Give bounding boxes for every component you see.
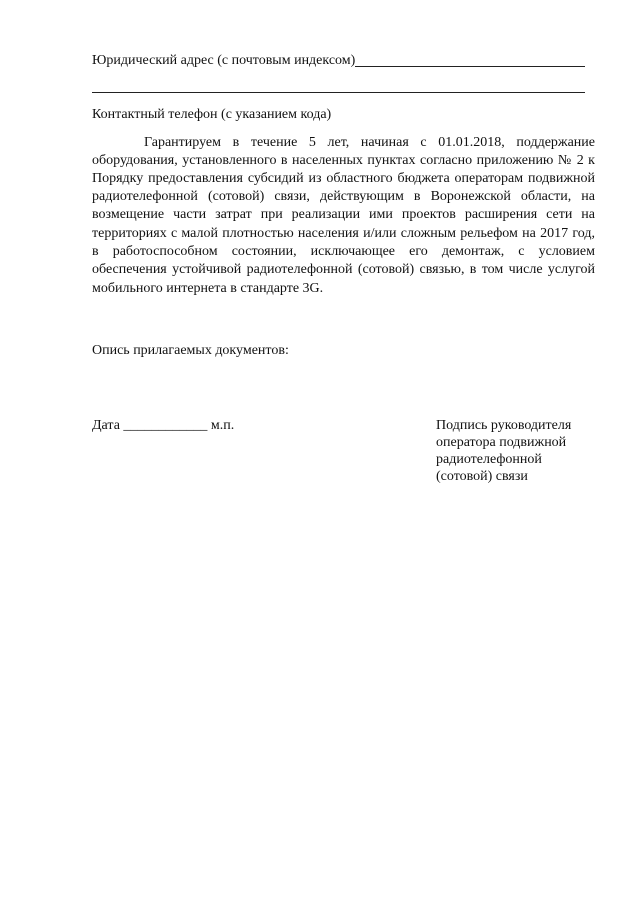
date-block <box>92 417 234 434</box>
legal-address-blank-line <box>355 66 585 67</box>
contact-phone-label: Контактный телефон (с указанием кода) <box>92 107 332 122</box>
signature-line-2: оператора подвижной <box>436 435 567 450</box>
date-label: Дата <box>92 418 120 433</box>
date-blank: ____________ <box>123 418 208 433</box>
legal-address-continuation-line <box>92 92 585 93</box>
guarantee-line-7: в работоспособном состоянии, исключающее его демонтаж, с условием <box>92 244 595 259</box>
signature-line-4: (сотовой) связи <box>436 469 528 484</box>
guarantee-line-6: территориях с малой плотностью населения и/или сложным рельефом на 2017 год, <box>92 226 595 241</box>
guarantee-line-4: радиотелефонной (сотовой) связи, действующим в Воронежской области, на <box>92 189 595 204</box>
stamp-label: м.п. <box>210 418 235 433</box>
guarantee-line-1: Гарантируем в течение 5 лет, начиная с 01.01.2018, поддержание <box>144 135 595 150</box>
signature-block <box>436 417 606 485</box>
attachments-heading: Опись прилагаемых документов: <box>92 343 289 358</box>
legal-address-label: Юридический адрес (с почтовым индексом) <box>92 53 356 68</box>
guarantee-line-8: обеспечения устойчивой радиотелефонной (сотовой) связью, в том числе услугой <box>92 262 595 277</box>
signature-line-1: Подпись руководителя <box>436 418 572 433</box>
guarantee-line-5: возмещение части затрат при реализации ими проектов расширения сети на <box>92 207 595 222</box>
guarantee-line-9: мобильного интернета в стандарте 3G. <box>92 281 324 296</box>
guarantee-line-2: оборудования, установленного в населенных пунктах согласно приложению № 2 к <box>92 153 595 168</box>
signature-line-3: радиотелефонной <box>436 452 542 467</box>
guarantee-line-3: Порядку предоставления субсидий из областного бюджета операторам подвижной <box>92 171 595 186</box>
